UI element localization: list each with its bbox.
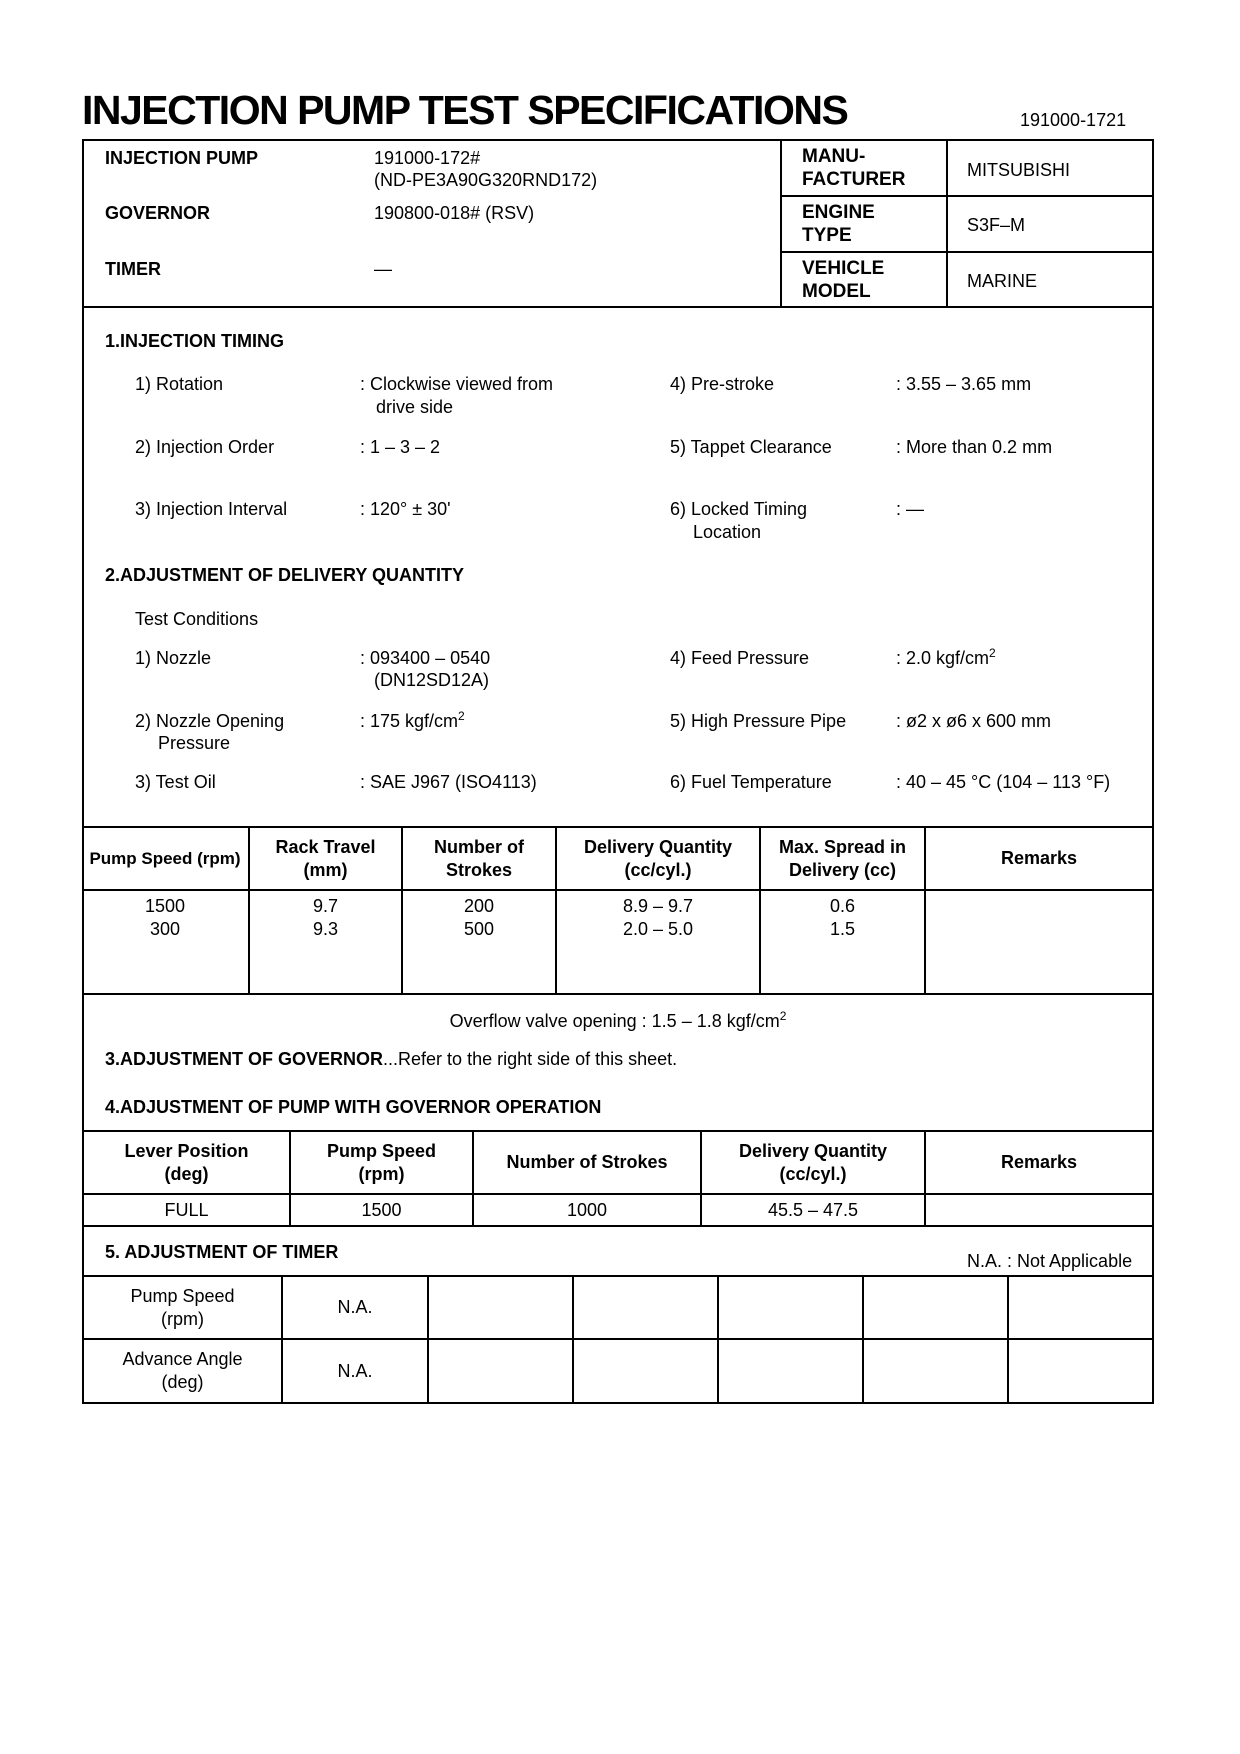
test-oil-label: 3) Test Oil [135, 772, 216, 792]
not-applicable-note: N.A. : Not Applicable [967, 1251, 1133, 1271]
section-note: ...Refer to the right side of this sheet. [383, 1049, 678, 1069]
table-cell-lever-position: FULL [164, 1199, 209, 1220]
rotation-label: 1) Rotation [135, 374, 224, 394]
table-header-remarks [926, 1132, 1152, 1193]
timer-value: — [374, 259, 392, 279]
table-cell-pump-speed: 1500 [361, 1199, 402, 1220]
pre-stroke-label: 4) Pre-stroke [670, 374, 775, 394]
manufacturer-label: MANU- [802, 146, 866, 167]
cell-value: 1500 [144, 896, 186, 916]
cell-value: 0.6 [829, 896, 856, 916]
tappet-clearance-value: : More than 0.2 mm [896, 437, 1053, 457]
cell-value: 8.9 – 9.7 [622, 896, 694, 916]
table-cell-rack-travel [250, 895, 401, 941]
label-text: (rpm) [161, 1308, 204, 1329]
pre-stroke-value: : 3.55 – 3.65 mm [896, 374, 1032, 394]
governor-adjustment-section [105, 1049, 677, 1070]
cell-value: 9.7 [312, 896, 339, 916]
locked-timing-label: 6) Locked Timing [670, 499, 808, 519]
header-text: (cc/cyl.) [779, 1163, 847, 1184]
overflow-text: Overflow valve opening : 1.5 – 1.8 kgf/cm [449, 1011, 780, 1031]
header-text: (cc/cyl.) [624, 859, 692, 880]
manufacturer-value: MITSUBISHI [967, 160, 1071, 180]
injection-order-value: : 1 – 3 – 2 [360, 437, 441, 457]
header-text: Rack Travel [275, 836, 376, 857]
table-header-delivery-quantity [702, 1132, 924, 1193]
table-header-lever-position [84, 1132, 289, 1193]
cell-value: 500 [463, 919, 495, 939]
locked-timing-label-2: Location [693, 522, 762, 542]
nozzle-value-model: (DN12SD12A) [374, 670, 490, 690]
table-header-strokes [403, 828, 555, 889]
table-header-strokes [474, 1132, 700, 1193]
locked-timing-value: : — [896, 499, 925, 519]
cell-value: 200 [463, 896, 495, 916]
table-cell-strokes: 1000 [566, 1199, 608, 1220]
header-text: (mm) [303, 859, 348, 880]
manufacturer-label-2: FACTURER [802, 169, 906, 190]
header-text: Number of Strokes [506, 1152, 668, 1172]
value-text: : 2.0 kgf/cm [896, 648, 990, 668]
label-text: (deg) [161, 1372, 204, 1392]
table-header-max-spread [761, 828, 924, 889]
nozzle-value: : 093400 – 0540 [360, 648, 491, 668]
header-text: Delivery Quantity [738, 1140, 888, 1161]
section-heading: 5. ADJUSTMENT OF TIMER [105, 1242, 339, 1262]
timer-advance-angle-label [84, 1340, 281, 1402]
section-heading: 2.ADJUSTMENT OF DELIVERY QUANTITY [105, 565, 465, 585]
table-cell-strokes [403, 895, 555, 941]
test-oil-value: : SAE J967 (ISO4113) [360, 772, 537, 792]
timer-advance-angle-value: N.A. [337, 1360, 373, 1381]
pump-governor-section-heading: 4.ADJUSTMENT OF PUMP WITH GOVERNOR OPERATION [105, 1097, 602, 1117]
tappet-clearance-label: 5) Tappet Clearance [670, 437, 832, 457]
superscript: 2 [779, 1009, 787, 1023]
high-pressure-pipe-label: 5) High Pressure Pipe [670, 711, 847, 731]
header-text: Delivery (cc) [788, 859, 897, 880]
engine-type-label: ENGINE [802, 202, 875, 223]
section-heading: 3.ADJUSTMENT OF GOVERNOR [105, 1049, 384, 1069]
feed-pressure-value [896, 648, 996, 669]
injection-interval-value: : 120° ± 30' [360, 499, 451, 519]
injection-pump-label: INJECTION PUMP [105, 148, 259, 168]
injection-pump-value: 191000-172# [374, 148, 481, 168]
header-text: (deg) [164, 1163, 209, 1184]
injection-order-label: 2) Injection Order [135, 437, 275, 457]
high-pressure-pipe-value: : ø2 x ø6 x 600 mm [896, 711, 1052, 731]
fuel-temperature-label: 6) Fuel Temperature [670, 772, 832, 792]
header-text: Pump Speed (rpm) [89, 849, 241, 868]
table-header-rack-travel [250, 828, 401, 889]
timer-pump-speed-value: N.A. [337, 1297, 373, 1317]
table-cell-max-spread [761, 895, 924, 941]
vehicle-model-label-2: MODEL [802, 281, 871, 302]
nozzle-label: 1) Nozzle [135, 648, 212, 668]
cell-value: 300 [149, 919, 181, 939]
fuel-temperature-value: : 40 – 45 °C (104 – 113 °F) [896, 772, 1111, 792]
nozzle-opening-pressure-label: 2) Nozzle Opening [135, 711, 285, 731]
header-text: (rpm) [358, 1163, 405, 1184]
value-text: : 175 kgf/cm [360, 711, 459, 731]
rotation-value: : Clockwise viewed from [360, 374, 554, 394]
governor-label: GOVERNOR [105, 203, 211, 223]
header-text: Remarks [1000, 848, 1078, 868]
governor-value: 190800-018# (RSV) [374, 203, 535, 223]
superscript: 2 [458, 709, 465, 723]
vehicle-model-label: VEHICLE [802, 258, 885, 279]
table-header-remarks [926, 828, 1152, 889]
header-text: Remarks [1000, 1152, 1078, 1172]
test-conditions-label: Test Conditions [135, 609, 259, 629]
injection-pump-value-model: (ND-PE3A90G320RND172) [374, 170, 598, 190]
overflow-valve-opening [0, 1011, 1236, 1032]
injection-interval-label: 3) Injection Interval [135, 499, 288, 519]
nozzle-opening-pressure-label-2: Pressure [158, 733, 231, 753]
engine-type-label-2: TYPE [802, 225, 852, 246]
timer-pump-speed-label [84, 1277, 281, 1338]
document-number: 191000-1721 [1020, 110, 1127, 130]
table-cell-remarks [926, 1195, 1152, 1225]
header-text: Delivery Quantity [583, 836, 733, 857]
header-text: Pump Speed [326, 1140, 437, 1161]
page-title: INJECTION PUMP TEST SPECIFICATIONS [82, 87, 848, 133]
label-text: Advance Angle [122, 1349, 243, 1369]
cell-value: 9.3 [312, 919, 339, 939]
table-cell-pump-speed [82, 895, 248, 941]
header-text: Number of [434, 836, 524, 857]
vehicle-model-value: MARINE [967, 271, 1038, 291]
table-header-pump-speed [82, 828, 248, 889]
superscript: 2 [989, 646, 996, 660]
section-heading: 1.INJECTION TIMING [105, 331, 285, 351]
table-cell-delivery-quantity: 45.5 – 47.5 [767, 1199, 859, 1220]
cell-value: 1.5 [829, 919, 856, 939]
table-header-delivery-quantity [557, 828, 759, 889]
rotation-value-2: drive side [376, 397, 454, 417]
header-text: Lever Position [124, 1140, 249, 1161]
header-text: Strokes [445, 859, 513, 880]
engine-type-value: S3F–M [967, 215, 1026, 235]
label-text: Pump Speed [130, 1285, 235, 1306]
table-header-pump-speed [291, 1132, 472, 1193]
nozzle-opening-pressure-value [360, 711, 465, 732]
table-cell-delivery-quantity [557, 895, 759, 941]
timer-label: TIMER [105, 259, 161, 279]
header-text: Max. Spread in [778, 836, 907, 857]
feed-pressure-label: 4) Feed Pressure [670, 648, 810, 668]
cell-value: 2.0 – 5.0 [622, 919, 694, 939]
